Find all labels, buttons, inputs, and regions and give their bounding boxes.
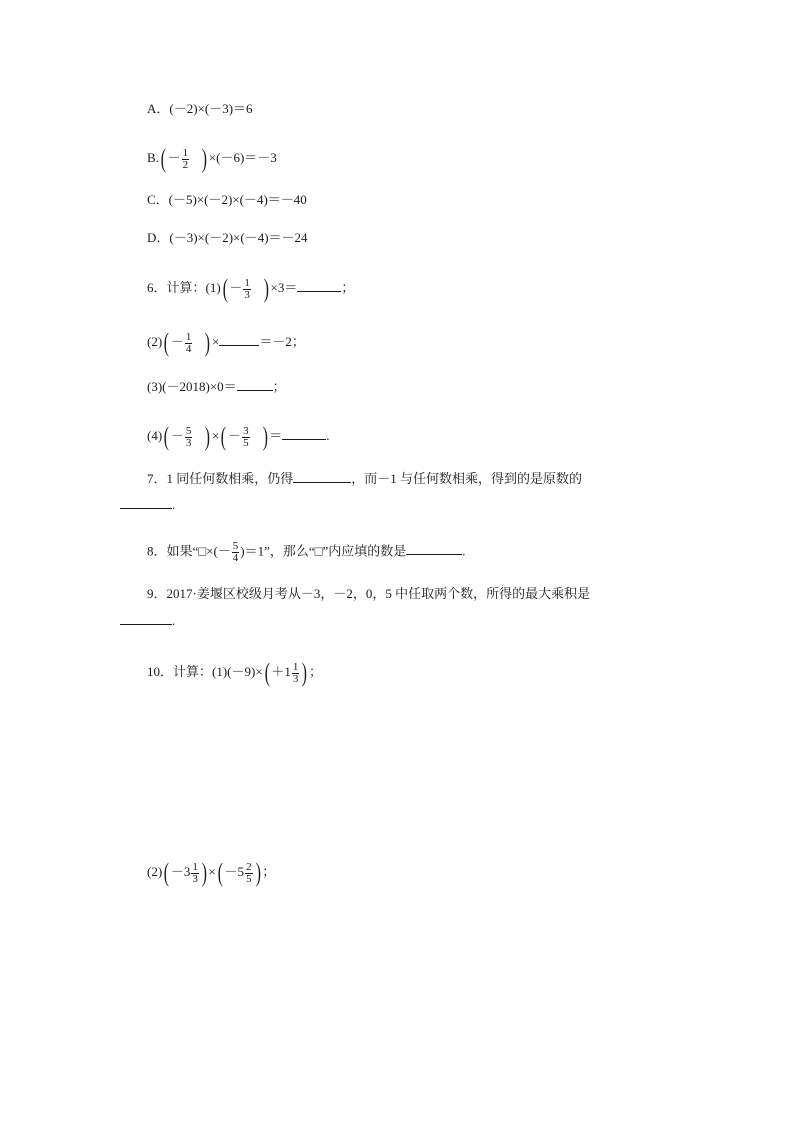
denominator: 2 <box>182 158 189 171</box>
right-paren: ) <box>205 422 211 451</box>
option-b <box>147 146 277 172</box>
right-paren: ) <box>262 422 268 451</box>
question-10-prefix: 10．计算：(1)(－9)× <box>147 663 263 679</box>
answer-blank[interactable] <box>120 612 172 625</box>
answer-blank[interactable] <box>297 279 341 292</box>
question-6-prefix: 6．计算：(1) <box>147 279 221 295</box>
denominator: 4 <box>185 342 192 355</box>
question-7-line-2 <box>120 496 175 513</box>
numerator: 1 <box>244 276 250 289</box>
minus-sign: － <box>167 149 181 165</box>
part-label: (4) <box>147 427 163 443</box>
question-6-3-text: (3)(－2018)×0＝ <box>147 379 237 394</box>
answer-blank[interactable] <box>120 496 172 509</box>
period: . <box>172 497 176 512</box>
fraction <box>185 426 193 449</box>
period: . <box>172 613 176 628</box>
answer-blank[interactable] <box>219 333 259 346</box>
denominator: 5 <box>246 872 252 885</box>
right-paren: ) <box>263 274 269 303</box>
minus-sign: － <box>228 427 242 443</box>
fraction <box>182 148 190 171</box>
question-10-part-2 <box>147 860 275 886</box>
right-paren: ) <box>205 328 211 357</box>
semicolon: ； <box>341 279 355 295</box>
denominator: 3 <box>292 672 299 685</box>
fraction <box>245 862 253 885</box>
denominator: 5 <box>243 436 249 449</box>
times-sign: × <box>212 333 220 349</box>
question-8-mid: )＝1”，那么“□”内应填的数是 <box>240 543 407 559</box>
numerator: 2 <box>246 860 252 873</box>
part-label: (2) <box>147 333 163 349</box>
answer-blank[interactable] <box>237 378 273 391</box>
minus-sign: － <box>170 333 184 349</box>
question-7-line-1 <box>147 470 582 487</box>
question-8-prefix: 8．如果“□×(－ <box>147 543 231 559</box>
numerator: 3 <box>243 424 249 437</box>
semicolon: ； <box>262 863 276 879</box>
left-paren: ( <box>264 658 270 687</box>
left-paren: ( <box>217 858 223 887</box>
answer-blank[interactable] <box>406 542 462 555</box>
times-sign: × <box>212 427 220 443</box>
question-10-part-1 <box>147 660 322 686</box>
option-d-text: D．(－3)×(－2)×(－4)＝－24 <box>147 230 308 245</box>
answer-blank[interactable] <box>293 470 351 483</box>
numerator: 5 <box>185 424 192 437</box>
left-paren: ( <box>163 328 170 357</box>
question-6-part-1 <box>147 276 354 302</box>
part-label: (2) <box>147 863 163 879</box>
fraction <box>242 426 250 449</box>
numerator: 1 <box>182 146 189 159</box>
question-9-line-1 <box>147 586 590 602</box>
question-9-text: 9．2017·姜堰区校级月考从－3，－2，0，5 中任取两个数，所得的最大乘积是 <box>147 586 591 601</box>
option-c-text: C．(－5)×(－2)×(－4)＝－40 <box>147 192 307 207</box>
numerator: 1 <box>292 660 299 673</box>
period: . <box>326 427 330 443</box>
left-paren: ( <box>222 274 228 303</box>
right-paren: ) <box>302 658 308 687</box>
denominator: 3 <box>244 288 250 301</box>
question-6-1-rest: ×3＝ <box>270 279 298 295</box>
fraction <box>292 662 300 685</box>
denominator: 4 <box>232 552 239 564</box>
left-paren: ( <box>163 422 170 451</box>
mixed-whole: ＋1 <box>271 663 291 679</box>
times-sign: × <box>208 863 216 879</box>
right-paren: ) <box>255 858 261 887</box>
fraction <box>185 332 193 355</box>
period: . <box>462 543 466 559</box>
option-a <box>147 101 253 117</box>
question-6-part-3 <box>147 378 286 395</box>
fraction <box>232 541 240 564</box>
question-8 <box>147 541 466 564</box>
numerator: 1 <box>185 330 192 343</box>
option-b-label: B. <box>147 149 159 165</box>
semicolon: ； <box>272 379 286 394</box>
minus-sign: － <box>229 279 243 295</box>
question-6-2-rest: ＝－2； <box>259 333 305 349</box>
question-7-text-a: 7．1 同任何数相乘，仍得 <box>147 471 294 486</box>
mixed-whole: －5 <box>224 863 245 879</box>
question-6-part-4 <box>147 424 330 450</box>
numerator: 5 <box>232 540 239 552</box>
fraction <box>243 278 251 301</box>
numerator: 1 <box>192 860 198 873</box>
mixed-whole: －3 <box>170 863 191 879</box>
right-paren: ) <box>201 144 208 173</box>
question-7-text-b: ，而－1 与任何数相乘，得到的是原数的 <box>351 471 583 486</box>
option-b-rest: ×(－6)＝－3 <box>208 149 277 165</box>
denominator: 3 <box>192 872 198 885</box>
answer-blank[interactable] <box>282 427 326 440</box>
equals-sign: ＝ <box>269 427 283 443</box>
left-paren: ( <box>160 144 166 173</box>
option-d <box>147 230 308 246</box>
question-6-part-2 <box>147 330 305 356</box>
left-paren: ( <box>221 422 227 451</box>
minus-sign: － <box>170 427 184 443</box>
semicolon: ； <box>309 663 323 679</box>
right-paren: ) <box>201 858 207 887</box>
fraction <box>191 862 199 885</box>
option-c <box>147 192 307 208</box>
question-9-line-2 <box>120 612 175 629</box>
option-a-text: A．(－2)×(－3)＝6 <box>147 101 253 116</box>
left-paren: ( <box>163 858 170 887</box>
denominator: 3 <box>185 436 192 449</box>
